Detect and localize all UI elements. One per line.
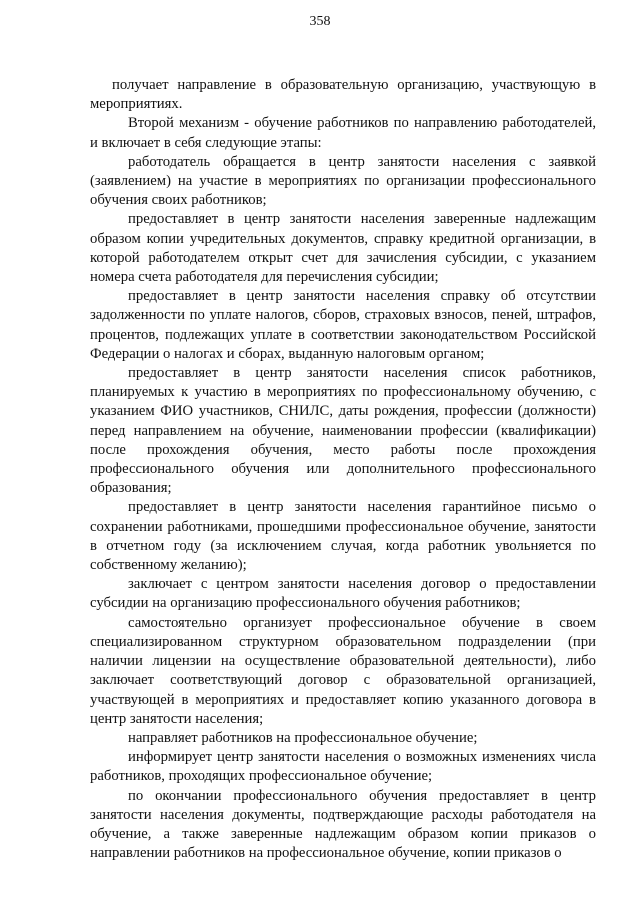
paragraph: предоставляет в центр занятости населения список работников, планируемых к участию в мероприятиях по профессиональному обучению, с указанием ФИО участников, СНИЛС, даты рождения, профессии (должности) перед направлением на обучение, наименовании профессии (квалификации) после прохождения обучения, место работы после прохождения профессионального обучения или дополнительного профессионального образования;: [90, 365, 596, 497]
paragraph: информирует центр занятости населения о возможных изменениях числа работников, проходящих профессиональное обучение;: [90, 749, 596, 785]
document-body: [90, 76, 596, 863]
paragraph: работодатель обращается в центр занятости населения с заявкой (заявлением) на участие в мероприятиях по организации профессионального обучения своих работников;: [90, 153, 596, 209]
paragraph: получает направление в образовательную организацию, участвующую в мероприятиях.: [90, 77, 596, 113]
paragraph: заключает с центром занятости населения договор о предоставлении субсидии на организацию профессионального обучения работников;: [90, 576, 596, 612]
paragraph: по окончании профессионального обучения предоставляет в центр занятости населения документы, подтверждающие расходы работодателя на обучение, а также заверенные надлежащим образом копии приказов о направлении работников на профессиональное обучение, копии приказов о: [90, 787, 596, 862]
paragraph: Второй механизм - обучение работников по направлению работодателей, и включает в себя следующие этапы:: [90, 115, 596, 151]
paragraph: предоставляет в центр занятости населения справку об отсутствии задолженности по уплате налогов, сборов, страховых взносов, пеней, штрафов, процентов, подлежащих уплате в соответствии законодательством Российской Федерации о налогах и сборах, выданную налоговым органом;: [90, 288, 596, 362]
paragraph: направляет работников на профессиональное обучение;: [128, 729, 478, 746]
paragraph: предоставляет в центр занятости населения заверенные надлежащим образом копии учредительных документов, справку кредитной организации, в которой работодателем открыт счет для зачисления субсидии, с указанием номера счета работодателя для перечисления субсидии;: [90, 211, 596, 286]
paragraph: предоставляет в центр занятости населения гарантийное письмо о сохранении работниками, прошедшими профессиональное обучение, занятости в отчетном году (за исключением случая, когда работник увольняется по собственному желанию);: [90, 499, 596, 574]
page-number: 358: [309, 14, 331, 29]
paragraph: самостоятельно организует профессиональное обучение в своем специализированном структурном образовательном подразделении (при наличии лицензии на осуществление образовательной деятельности), либо заключает соответствующий договор с образовательной организацией, участвующей в мероприятиях и предоставляет копию указанного договора в центр занятости населения;: [90, 614, 596, 727]
